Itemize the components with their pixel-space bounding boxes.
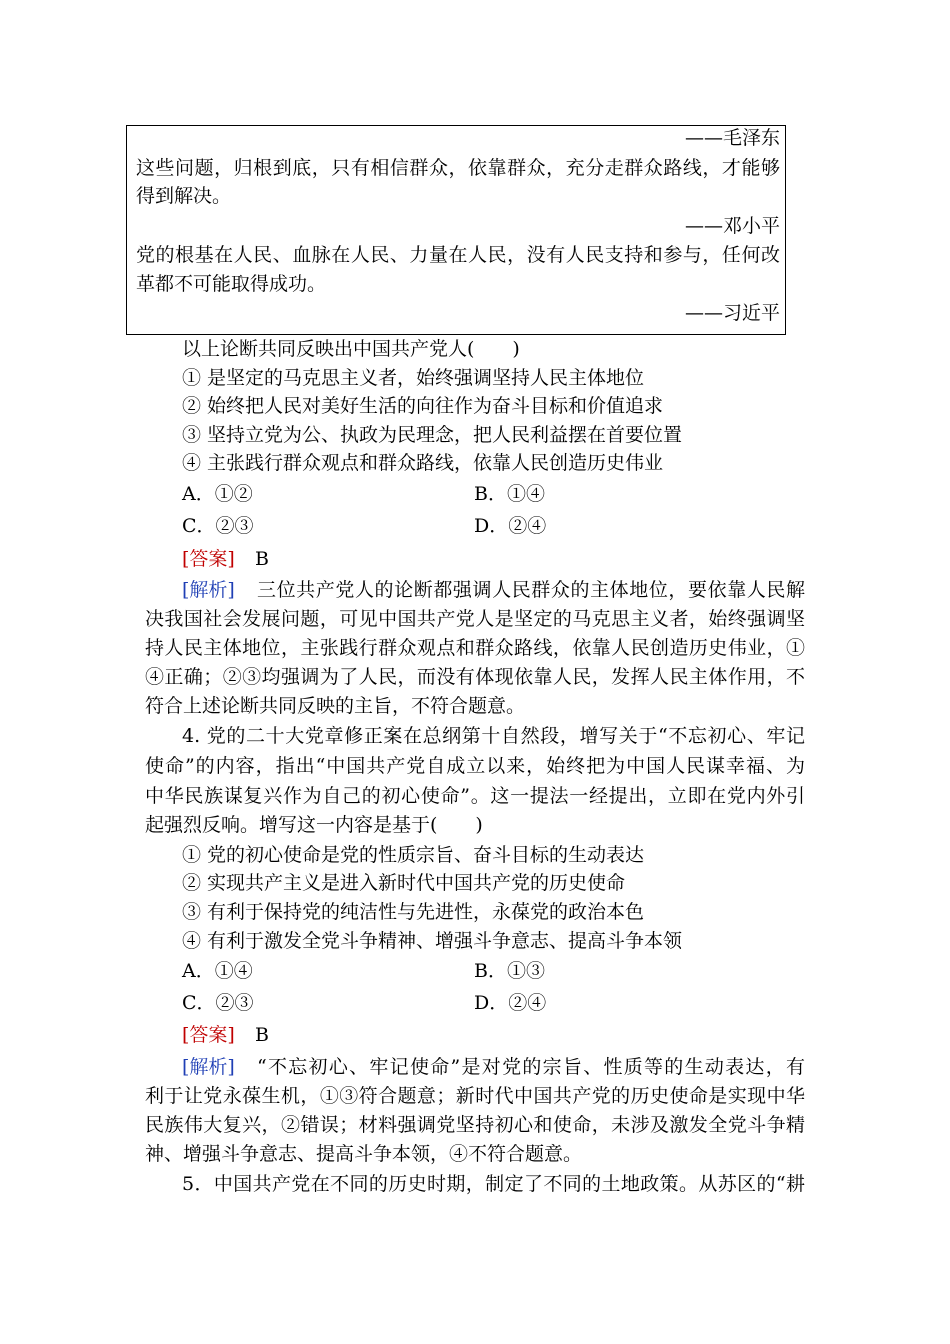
answer-label: [答案] <box>182 548 235 570</box>
analysis-text: 符合上述论断共同反映的主旨，不符合题意。 <box>145 695 526 717</box>
choice-c: C．②③ <box>182 515 254 537</box>
answer-value: B <box>255 1024 269 1046</box>
analysis-text: 利于让党永葆生机，①③符合题意；新时代中国共产党的历史使命是实现中华 <box>145 1085 805 1107</box>
option-item: ① 是坚定的马克思主义者，始终强调坚持人民主体地位 <box>182 367 645 389</box>
quote-deng-line: 得到解决。 <box>136 185 232 207</box>
question-stem: 使命”的内容，指出“中国共产党自成立以来，始终把为中国人民谋幸福、为 <box>145 755 805 777</box>
analysis-text: 持人民主体地位，主张践行群众观点和群众路线，依靠人民创造历史伟业，① <box>145 637 805 659</box>
option-item: ② 始终把人民对美好生活的向往作为奋斗目标和价值追求 <box>182 395 664 417</box>
analysis-text: 民族伟大复兴，②错误；材料强调党坚持初心和使命，未涉及激发全党斗争精 <box>145 1114 805 1136</box>
analysis-text: “不忘初心、牢记使命”是对党的宗旨、性质等的生动表达，有 <box>257 1056 805 1078</box>
option-item: ① 党的初心使命是党的性质宗旨、奋斗目标的生动表达 <box>182 844 645 866</box>
choice-b: B．①③ <box>474 960 545 982</box>
analysis-label: [解析] <box>182 1056 235 1078</box>
quote-attribution-mao: ——毛泽东 <box>684 127 780 149</box>
quote-xi-line: 革都不可能取得成功。 <box>136 273 327 295</box>
choice-d: D．②④ <box>474 515 547 537</box>
question-stem: 4. 党的二十大党章修正案在总纲第十自然段，增写关于“不忘初心、牢记 <box>182 725 805 747</box>
choice-a: A．①④ <box>182 960 253 982</box>
question-stem: 中华民族谋复兴作为自己的初心使命”。这一提法一经提出，立即在党内外引 <box>145 785 805 807</box>
answer-value: B <box>255 548 269 570</box>
question-stem: 以上论断共同反映出中国共产党人( ) <box>182 338 520 360</box>
question-stem: 起强烈反响。增写这一内容是基于( ) <box>145 814 483 836</box>
choice-a: A．①② <box>182 483 253 505</box>
analysis-text: 神、增强斗争意志、提高斗争本领，④不符合题意。 <box>145 1143 583 1165</box>
option-item: ② 实现共产主义是进入新时代中国共产党的历史使命 <box>182 872 626 894</box>
question-stem: 5．中国共产党在不同的历史时期，制定了不同的土地政策。从苏区的“耕 <box>182 1173 805 1195</box>
quote-attribution-xi: ——习近平 <box>684 302 780 324</box>
option-item: ④ 主张践行群众观点和群众路线，依靠人民创造历史伟业 <box>182 452 664 474</box>
choice-d: D．②④ <box>474 992 547 1014</box>
choice-c: C．②③ <box>182 992 254 1014</box>
quote-attribution-deng: ——邓小平 <box>684 215 780 237</box>
option-item: ③ 有利于保持党的纯洁性与先进性，永葆党的政治本色 <box>182 901 645 923</box>
analysis-text: ④正确；②③均强调为了人民，而没有体现依靠人民，发挥人民主体作用，不 <box>145 666 805 688</box>
answer-label: [答案] <box>182 1024 235 1046</box>
choice-b: B．①④ <box>474 483 545 505</box>
analysis-text: 决我国社会发展问题，可见中国共产党人是坚定的马克思主义者，始终强调坚 <box>145 608 805 630</box>
analysis-text: 三位共产党人的论断都强调人民群众的主体地位，要依靠人民解 <box>257 579 805 601</box>
analysis-label: [解析] <box>182 579 235 601</box>
quote-deng-line: 这些问题，归根到底，只有相信群众，依靠群众，充分走群众路线，才能够 <box>136 157 780 179</box>
option-item: ④ 有利于激发全党斗争精神、增强斗争意志、提高斗争本领 <box>182 930 683 952</box>
quote-xi-line: 党的根基在人民、血脉在人民、力量在人民，没有人民支持和参与，任何改 <box>136 244 780 266</box>
option-item: ③ 坚持立党为公、执政为民理念，把人民利益摆在首要位置 <box>182 424 683 446</box>
